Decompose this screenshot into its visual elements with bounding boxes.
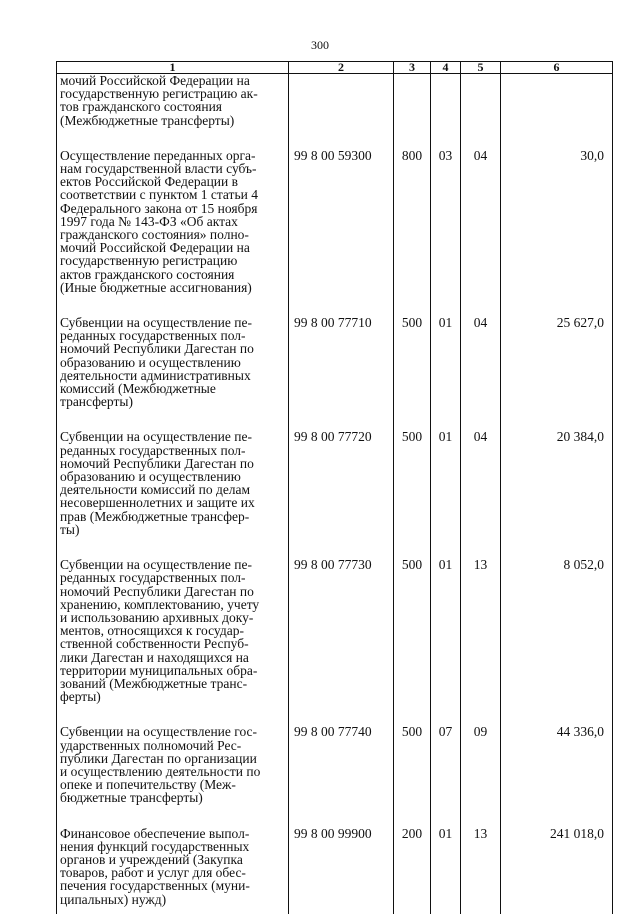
description-line: комиссий (Межбюджетные <box>60 381 216 397</box>
description-line: Субвенции на осуществление пе- <box>60 429 252 445</box>
subsection-code: 13 <box>461 827 501 906</box>
spacer-cell <box>57 536 289 558</box>
target-article-code <box>289 74 394 127</box>
spacer-cell <box>461 294 501 316</box>
section-code <box>431 74 461 127</box>
spacer-cell <box>501 703 613 725</box>
amount-value: 20 384,0 <box>501 430 613 536</box>
description-line: трансферты) <box>60 394 133 410</box>
spacer-cell <box>57 408 289 430</box>
description-line: несовершеннолетних и защите их <box>60 495 255 511</box>
table-body <box>57 74 613 914</box>
target-article-code: 99 8 00 99900 <box>289 827 394 906</box>
spacer-cell <box>431 408 461 430</box>
row-description <box>57 827 289 906</box>
target-article-code: 99 8 00 77740 <box>289 725 394 804</box>
description-line: тов гражданского состояния <box>60 99 223 115</box>
subsection-code: 04 <box>461 149 501 294</box>
description-line: ферты) <box>60 689 101 705</box>
description-line: бюджетные трансферты) <box>60 790 203 806</box>
spacer-cell <box>501 536 613 558</box>
expense-type-code: 500 <box>394 316 431 408</box>
row-description <box>57 725 289 804</box>
expense-type-code <box>394 74 431 127</box>
table-row <box>57 74 613 127</box>
column-header-6: 6 <box>501 62 613 74</box>
spacer-cell <box>57 906 289 914</box>
spacer-cell <box>461 536 501 558</box>
description-line: реданных государственных пол- <box>60 442 246 458</box>
description-line: хранению, комплектованию, учету <box>60 596 260 612</box>
spacer-cell <box>431 805 461 827</box>
spacer-cell <box>57 703 289 725</box>
spacer-cell <box>289 805 394 827</box>
row-spacer <box>57 127 613 149</box>
amount-value: 30,0 <box>501 149 613 294</box>
description-line: опеке и попечительству (Меж- <box>60 777 236 793</box>
description-line: Субвенции на осуществление пе- <box>60 315 252 331</box>
spacer-cell <box>289 906 394 914</box>
description-line: государственную регистрацию ак- <box>60 86 258 102</box>
description-line: актов гражданского состояния <box>60 266 235 282</box>
target-article-code: 99 8 00 59300 <box>289 149 394 294</box>
description-line: номочий Республики Дагестан по <box>60 455 254 471</box>
row-description <box>57 74 289 127</box>
column-header-4: 4 <box>431 62 461 74</box>
description-line: публики Дагестан по организации <box>60 750 257 766</box>
description-line: нам государственной власти субъ- <box>60 161 257 177</box>
spacer-cell <box>461 805 501 827</box>
amount-value: 44 336,0 <box>501 725 613 804</box>
spacer-cell <box>394 294 431 316</box>
spacer-cell <box>501 906 613 914</box>
spacer-cell <box>394 906 431 914</box>
spacer-cell <box>501 127 613 149</box>
spacer-cell <box>461 703 501 725</box>
amount-value: 25 627,0 <box>501 316 613 408</box>
description-line: реданных государственных пол- <box>60 328 246 344</box>
description-line: ментов, относящихся к государ- <box>60 623 244 639</box>
expense-type-code: 200 <box>394 827 431 906</box>
expense-type-code: 500 <box>394 725 431 804</box>
row-spacer <box>57 906 613 914</box>
subsection-code: 09 <box>461 725 501 804</box>
section-code: 01 <box>431 430 461 536</box>
row-spacer <box>57 408 613 430</box>
expense-type-code: 800 <box>394 149 431 294</box>
spacer-cell <box>461 906 501 914</box>
row-description <box>57 316 289 408</box>
spacer-cell <box>289 294 394 316</box>
target-article-code: 99 8 00 77730 <box>289 558 394 703</box>
spacer-cell <box>501 294 613 316</box>
subsection-code: 04 <box>461 316 501 408</box>
table-row <box>57 725 613 804</box>
row-spacer <box>57 294 613 316</box>
spacer-cell <box>394 408 431 430</box>
description-line: нения функций государственных <box>60 838 250 854</box>
budget-table <box>56 61 613 914</box>
description-line: ударственных полномочий Рес- <box>60 737 242 753</box>
description-line: гражданского состояния» полно- <box>60 227 249 243</box>
spacer-cell <box>431 294 461 316</box>
description-line: образованию и осуществлению <box>60 469 241 485</box>
description-line: мочий Российской Федерации на <box>60 73 250 88</box>
section-code: 01 <box>431 558 461 703</box>
expense-type-code: 500 <box>394 558 431 703</box>
spacer-cell <box>431 127 461 149</box>
description-line: Финансовое обеспечение выпол- <box>60 825 250 841</box>
table-row <box>57 827 613 906</box>
spacer-cell <box>501 408 613 430</box>
table-row <box>57 149 613 294</box>
spacer-cell <box>461 127 501 149</box>
spacer-cell <box>289 127 394 149</box>
description-line: Федерального закона от 15 ноября <box>60 200 258 216</box>
row-description <box>57 149 289 294</box>
subsection-code: 04 <box>461 430 501 536</box>
spacer-cell <box>431 906 461 914</box>
spacer-cell <box>289 408 394 430</box>
description-line: зований (Межбюджетные транс- <box>60 675 248 691</box>
description-line: образованию и осуществлению <box>60 354 241 370</box>
column-header-5: 5 <box>461 62 501 74</box>
amount-value <box>501 74 613 127</box>
page-number: 300 <box>311 38 329 52</box>
table-row <box>57 430 613 536</box>
spacer-cell <box>57 127 289 149</box>
target-article-code: 99 8 00 77710 <box>289 316 394 408</box>
expense-type-code: 500 <box>394 430 431 536</box>
spacer-cell <box>431 703 461 725</box>
row-spacer <box>57 805 613 827</box>
amount-value: 8 052,0 <box>501 558 613 703</box>
description-line: Субвенции на осуществление гос- <box>60 724 258 740</box>
description-line: государственную регистрацию <box>60 253 238 269</box>
row-description <box>57 430 289 536</box>
description-line: реданных государственных пол- <box>60 570 246 586</box>
description-line: ты) <box>60 521 80 537</box>
subsection-code <box>461 74 501 127</box>
description-line: органов и учреждений (Закупка <box>60 851 243 867</box>
description-line: печения государственных (муни- <box>60 878 250 894</box>
table-row <box>57 316 613 408</box>
spacer-cell <box>501 805 613 827</box>
table-header-row <box>57 62 613 74</box>
section-code: 07 <box>431 725 461 804</box>
description-line: территории муниципальных обра- <box>60 662 258 678</box>
spacer-cell <box>431 536 461 558</box>
row-spacer <box>57 703 613 725</box>
description-line: ектов Российской Федерации в <box>60 174 239 190</box>
description-line: (Межбюджетные трансферты) <box>60 112 235 128</box>
spacer-cell <box>289 536 394 558</box>
section-code: 01 <box>431 316 461 408</box>
spacer-cell <box>394 536 431 558</box>
spacer-cell <box>394 703 431 725</box>
spacer-cell <box>57 294 289 316</box>
description-line: прав (Межбюджетные трансфер- <box>60 508 250 524</box>
description-line: номочий Республики Дагестан по <box>60 583 254 599</box>
description-line: Субвенции на осуществление пе- <box>60 557 252 573</box>
description-line: лики Дагестан и находящихся на <box>60 649 249 665</box>
target-article-code: 99 8 00 77720 <box>289 430 394 536</box>
description-line: товаров, работ и услуг для обес- <box>60 865 246 881</box>
row-spacer <box>57 536 613 558</box>
section-code: 03 <box>431 149 461 294</box>
column-header-3: 3 <box>394 62 431 74</box>
description-line: мочий Российской Федерации на <box>60 240 250 256</box>
column-header-2: 2 <box>289 62 394 74</box>
column-header-1: 1 <box>57 62 289 74</box>
description-line: номочий Республики Дагестан по <box>60 341 254 357</box>
subsection-code: 13 <box>461 558 501 703</box>
description-line: деятельности комиссий по делам <box>60 482 251 498</box>
spacer-cell <box>461 408 501 430</box>
description-line: и осуществлению деятельности по <box>60 763 261 779</box>
description-line: (Иные бюджетные ассигнования) <box>60 279 252 295</box>
section-code: 01 <box>431 827 461 906</box>
table-row <box>57 558 613 703</box>
description-line: и использованию архивных доку- <box>60 609 254 625</box>
spacer-cell <box>394 805 431 827</box>
description-line: соответствии с пунктом 1 статьи 4 <box>60 187 258 203</box>
spacer-cell <box>289 703 394 725</box>
description-line: Осуществление переданных орга- <box>60 147 256 163</box>
description-line: деятельности административных <box>60 367 251 383</box>
description-line: ственной собственности Респуб- <box>60 636 249 652</box>
spacer-cell <box>394 127 431 149</box>
spacer-cell <box>57 805 289 827</box>
row-description <box>57 558 289 703</box>
description-line: ципальных) нужд) <box>60 891 167 907</box>
description-line: 1997 года № 143-ФЗ «Об актах <box>60 213 238 229</box>
amount-value: 241 018,0 <box>501 827 613 906</box>
